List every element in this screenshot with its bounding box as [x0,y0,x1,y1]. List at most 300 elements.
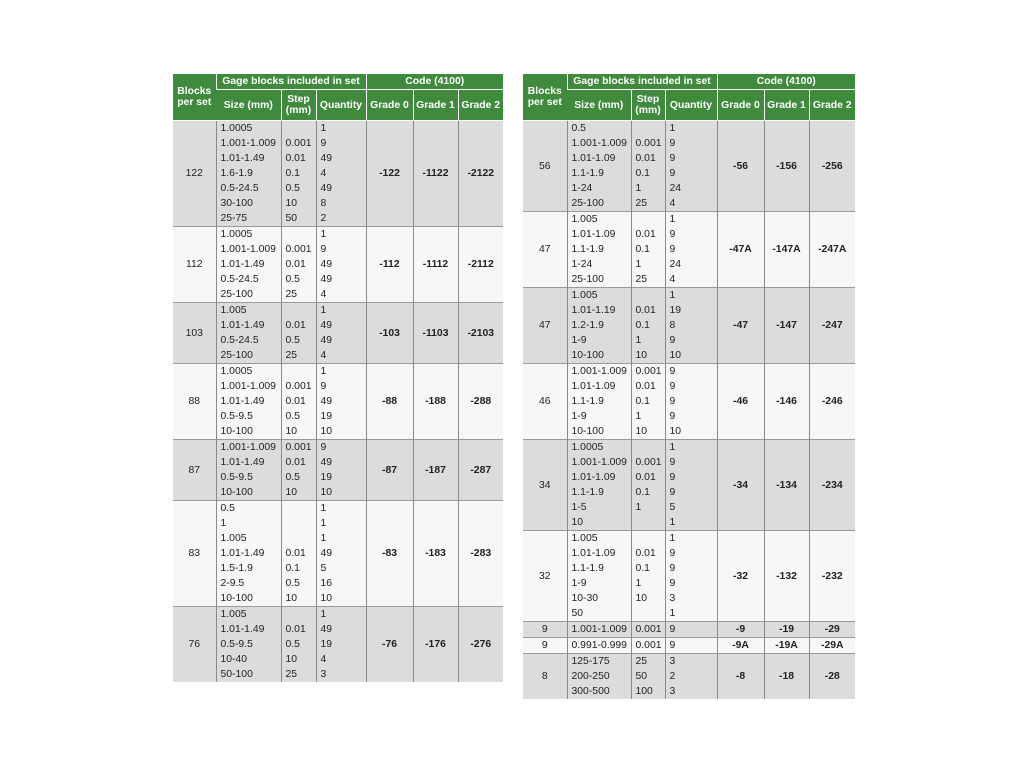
cell-line: 1.001-1.009 [571,457,627,468]
cell-line: 0.01 [635,548,656,559]
cell-line: 1.0005 [220,366,253,377]
cell-line [636,288,665,303]
cell-line: 25 [285,669,298,680]
blocks-per-set-cell: 103 [173,303,216,364]
cell-line [636,515,665,530]
cell-line: 0.5 [285,183,300,194]
grade2-code-cell: -232 [809,531,855,622]
blocks-per-set-cell: 87 [173,440,216,501]
grade2-code-cell: -247 [809,288,855,364]
cell-line: 25 [635,656,648,667]
set-row-group [173,501,503,607]
size-cell [567,638,631,654]
size-cell [216,501,281,607]
cell-line: 0.1 [635,320,650,331]
cell-line: 9 [669,411,676,422]
blocks-per-set-cell: 56 [523,121,567,212]
size-cell [567,531,631,622]
cell-line: 1.005 [220,609,247,620]
cell-line: 0.5-24.5 [220,274,259,285]
cell-line: 49 [320,259,333,270]
grade0-code-cell: -103 [366,303,413,364]
grade1-header: Grade 1 [764,90,809,121]
cell-line: 300-500 [571,686,610,697]
cell-line: 3 [669,656,676,667]
cell-line: 19 [320,639,333,650]
blocks-per-set-cell: 47 [523,212,567,288]
cell-line: 0.01 [635,472,656,483]
quantity-cell [665,440,717,531]
quantity-cell [316,227,366,303]
quantity-header: Quantity [665,90,717,121]
cell-line: 9 [669,381,676,392]
cell-line: 0.001 [635,138,662,149]
grade1-code-cell: -132 [764,531,809,622]
table-row [523,364,855,440]
blocks-per-set-cell: 112 [173,227,216,303]
cell-line: 49 [320,153,333,164]
grade2-code-cell: -29A [809,638,855,654]
cell-line: 1.01-1.19 [571,305,616,316]
cell-line: 4 [320,289,327,300]
set-row-group [523,212,855,288]
table-row [173,364,503,440]
cell-line: 10 [669,426,682,437]
cell-line: 1.005 [571,533,598,544]
cell-line: 25 [635,274,648,285]
size-cell [216,364,281,440]
cell-line: 1 [320,123,327,134]
cell-line: 5 [320,563,327,574]
cell-line: 100 [635,686,653,697]
grade1-code-cell: -187 [413,440,458,501]
cell-line [286,531,316,546]
grade0-header: Grade 0 [366,90,413,121]
cell-line: 1-9 [571,335,587,346]
cell-line: 8 [320,198,327,209]
cell-line: 9 [669,457,676,468]
cell-line: 0.001 [285,381,312,392]
set-row-group [173,303,503,364]
included-group-header: Gage blocks included in set [567,74,717,90]
grade2-code-cell: -2103 [458,303,503,364]
cell-line: 9 [320,442,327,453]
cell-line: 0.01 [285,396,306,407]
cell-line: 0.001 [635,640,662,651]
blocks-per-set-cell: 34 [523,440,567,531]
cell-line: 1 [669,442,676,453]
cell-line: 0.5 [285,274,300,285]
grade2-code-cell: -287 [458,440,503,501]
cell-line: 49 [320,320,333,331]
grade0-header: Grade 0 [717,90,764,121]
cell-line: 9 [669,472,676,483]
grade0-code-cell: -47 [717,288,764,364]
grade0-code-cell: -83 [366,501,413,607]
step-cell [631,654,665,700]
size-cell [216,607,281,683]
blocks-per-set-cell: 8 [523,654,567,700]
set-row-group [523,364,855,440]
cell-line: 1.005 [220,305,247,316]
table-row [523,212,855,288]
cell-line: 1 [220,518,227,529]
cell-line [286,364,316,379]
set-row-group [173,364,503,440]
cell-line: 1.001-1.009 [220,138,276,149]
cell-line [636,440,665,455]
cell-line: 10 [320,593,333,604]
cell-line: 49 [320,457,333,468]
cell-line: 0.01 [635,381,656,392]
set-row-group [523,288,855,364]
grade2-code-cell: -2122 [458,121,503,227]
cell-line: 0.5 [285,472,300,483]
step-cell [631,440,665,531]
table-row [523,654,855,700]
cell-line: 0.5 [285,411,300,422]
cell-line: 0.001 [635,624,662,635]
cell-line: 9 [669,335,676,346]
cell-line [286,607,316,622]
code-group-header: Code (4100) [366,74,503,90]
set-row-group [523,638,855,654]
cell-line: 0.01 [635,229,656,240]
cell-line: 10 [285,654,298,665]
cell-line: 1 [320,518,327,529]
cell-line: 10-100 [220,487,253,498]
cell-line: 10-100 [571,350,604,361]
cell-line: 10 [285,426,298,437]
cell-line: 1.0005 [571,442,604,453]
cell-line: 4 [669,274,676,285]
cell-line: 30-100 [220,198,253,209]
grade0-code-cell: -112 [366,227,413,303]
cell-line [286,121,316,136]
cell-line: 1-24 [571,183,593,194]
step-cell [281,607,316,683]
step-cell [631,622,665,638]
cell-line: 25-100 [571,274,604,285]
grade2-code-cell: -2112 [458,227,503,303]
cell-line: 3 [320,669,327,680]
cell-line: 1.001-1.009 [220,244,276,255]
quantity-cell [665,121,717,212]
cell-line: 1 [635,411,642,422]
cell-line: 49 [320,183,333,194]
size-cell [567,622,631,638]
cell-line: 0.1 [635,396,650,407]
cell-line: 0.5-24.5 [220,183,259,194]
cell-line: 1 [635,578,642,589]
grade1-code-cell: -188 [413,364,458,440]
cell-line: 1.001-1.009 [220,442,276,453]
cell-line: 0.1 [635,244,650,255]
blocks-per-set-cell: 76 [173,607,216,683]
blocks-per-set-header: Blocks per set [173,74,216,121]
cell-line: 1 [320,533,327,544]
grade1-code-cell: -147 [764,288,809,364]
cell-line: 125-175 [571,656,610,667]
quantity-cell [665,654,717,700]
grade2-code-cell: -234 [809,440,855,531]
cell-line: 0.01 [285,548,306,559]
cell-line: 1.01-1.09 [571,381,616,392]
table-row [173,121,503,227]
grade1-header: Grade 1 [413,90,458,121]
blocks-per-set-cell: 47 [523,288,567,364]
cell-line: 1.1-1.9 [571,563,604,574]
cell-line: 50-100 [220,669,253,680]
table-row [523,531,855,622]
cell-line: 200-250 [571,671,610,682]
cell-line [636,121,665,136]
cell-line [286,227,316,242]
cell-line: 10 [320,426,333,437]
cell-line: 9 [669,548,676,559]
grade2-code-cell: -246 [809,364,855,440]
cell-line: 1.01-1.49 [220,624,265,635]
table-row [173,607,503,683]
size-cell [216,121,281,227]
grade1-code-cell: -18 [764,654,809,700]
grade0-code-cell: -76 [366,607,413,683]
cell-line: 0.5 [285,578,300,589]
cell-line: 10 [285,487,298,498]
cell-line: 1.01-1.09 [571,548,616,559]
step-cell [631,288,665,364]
cell-line: 1.001-1.009 [220,381,276,392]
cell-line: 1 [635,259,642,270]
set-row-group [173,607,503,683]
cell-line [286,303,316,318]
cell-line: 49 [320,335,333,346]
cell-line: 0.1 [285,168,300,179]
cell-line: 1.005 [571,290,598,301]
blocks-per-set-cell: 32 [523,531,567,622]
cell-line: 1.6-1.9 [220,168,253,179]
cell-line: 10-100 [220,593,253,604]
grade1-code-cell: -146 [764,364,809,440]
grade2-code-cell: -283 [458,501,503,607]
cell-line [636,212,665,227]
cell-line: 24 [669,259,682,270]
cell-line: 10 [635,426,648,437]
cell-line: 1.01-1.09 [571,472,616,483]
table-row [523,288,855,364]
cell-line: 9 [669,244,676,255]
cell-line: 10-30 [571,593,599,604]
cell-line: 19 [320,472,333,483]
grade1-code-cell: -147A [764,212,809,288]
quantity-cell [316,303,366,364]
cell-line: 50 [285,213,298,224]
cell-line: 10 [669,350,682,361]
grade2-header: Grade 2 [809,90,855,121]
cell-line: 9 [320,138,327,149]
size-cell [216,227,281,303]
size-cell [567,212,631,288]
cell-line: 1 [669,608,676,619]
quantity-cell [316,121,366,227]
blocks-per-set-cell: 46 [523,364,567,440]
cell-line: 9 [669,563,676,574]
cell-line: 1.001-1.009 [571,366,627,377]
grade2-code-cell: -247A [809,212,855,288]
cell-line: 10-40 [220,654,248,665]
cell-line [636,531,665,546]
grade0-code-cell: -46 [717,364,764,440]
grade0-code-cell: -56 [717,121,764,212]
cell-line: 1 [320,503,327,514]
gage-block-table-right [523,74,855,699]
cell-line: 0.1 [285,563,300,574]
cell-line: 3 [669,686,676,697]
quantity-cell [316,364,366,440]
cell-line: 1.5-1.9 [220,563,253,574]
cell-line: 9 [669,168,676,179]
cell-line: 8 [669,320,676,331]
quantity-cell [665,531,717,622]
cell-line: 1.2-1.9 [571,320,604,331]
quantity-cell [316,440,366,501]
cell-line: 10-100 [571,426,604,437]
gage-block-table-left [173,74,503,682]
cell-line: 0.1 [635,168,650,179]
cell-line: 19 [320,411,333,422]
cell-line: 10-100 [220,426,253,437]
cell-line: 19 [669,305,682,316]
cell-line: 9 [669,138,676,149]
step-cell [631,364,665,440]
cell-line: 1 [669,214,676,225]
cell-line [286,501,316,516]
step-cell [631,121,665,212]
cell-line: 25-100 [220,289,253,300]
quantity-cell [316,607,366,683]
cell-line: 0.001 [635,457,662,468]
cell-line: 0.001 [285,442,312,453]
size-cell [567,654,631,700]
set-row-group [173,440,503,501]
code-group-header: Code (4100) [717,74,855,90]
grade0-code-cell: -32 [717,531,764,622]
cell-line: 1.005 [571,214,598,225]
size-cell [567,121,631,212]
grade1-code-cell: -183 [413,501,458,607]
cell-line: 0.5 [285,335,300,346]
cell-line: 10 [285,198,298,209]
cell-line: 1.1-1.9 [571,487,604,498]
cell-line: 10 [320,487,333,498]
cell-line: 0.5-24.5 [220,335,259,346]
grade1-code-cell: -19 [764,622,809,638]
quantity-cell [665,288,717,364]
grade2-header: Grade 2 [458,90,503,121]
cell-line: 50 [635,671,648,682]
cell-line: 2-9.5 [220,578,245,589]
cell-line: 2 [320,213,327,224]
cell-line: 10 [285,593,298,604]
grade1-code-cell: -156 [764,121,809,212]
cell-line: 9 [669,578,676,589]
cell-line: 0.001 [285,244,312,255]
grade2-code-cell: -256 [809,121,855,212]
blocks-per-set-header: Blocks per set [523,74,567,121]
cell-line: 9 [320,381,327,392]
blocks-per-set-cell: 83 [173,501,216,607]
cell-line: 50 [571,608,584,619]
cell-line: 49 [320,396,333,407]
cell-line: 25-100 [220,350,253,361]
cell-line: 1 [669,533,676,544]
cell-line: 0.001 [285,138,312,149]
cell-line: 0.5-9.5 [220,472,253,483]
cell-line: 1.001-1.009 [571,138,627,149]
step-cell [281,303,316,364]
set-row-group [523,531,855,622]
cell-line: 1-24 [571,259,593,270]
cell-line: 1 [320,609,327,620]
grade1-code-cell: -1103 [413,303,458,364]
cell-line: 9 [669,366,676,377]
blocks-per-set-cell: 9 [523,622,567,638]
cell-line: 1 [669,123,676,134]
cell-line: 9 [669,396,676,407]
cell-line: 0.991-0.999 [571,640,627,651]
grade2-code-cell: -288 [458,364,503,440]
step-cell [631,531,665,622]
grade0-code-cell: -8 [717,654,764,700]
table-row [173,501,503,607]
cell-line: 1.1-1.9 [571,244,604,255]
cell-line: 0.1 [635,563,650,574]
quantity-cell [665,622,717,638]
cell-line: 0.01 [285,153,306,164]
step-cell [281,440,316,501]
step-cell [281,227,316,303]
cell-line: 0.5-9.5 [220,411,253,422]
size-cell [216,303,281,364]
cell-line: 0.001 [635,366,662,377]
table-row [523,440,855,531]
cell-line: 25-75 [220,213,248,224]
cell-line: 1-9 [571,578,587,589]
cell-line: 3 [669,593,676,604]
grade2-code-cell: -276 [458,607,503,683]
cell-line [636,606,665,621]
cell-line: 1 [635,502,642,513]
cell-line: 0.5 [220,503,235,514]
grade1-code-cell: -1122 [413,121,458,227]
cell-line: 1 [669,517,676,528]
cell-line: 49 [320,624,333,635]
table-row [523,622,855,638]
cell-line: 49 [320,274,333,285]
cell-line: 4 [320,350,327,361]
quantity-cell [665,212,717,288]
cell-line: 10 [635,350,648,361]
step-cell [631,212,665,288]
size-cell [567,364,631,440]
grade1-code-cell: -176 [413,607,458,683]
cell-line: 1 [320,305,327,316]
set-row-group [173,227,503,303]
cell-line: 0.01 [285,624,306,635]
cell-line [286,516,316,531]
grade0-code-cell: -87 [366,440,413,501]
table-row [173,440,503,501]
